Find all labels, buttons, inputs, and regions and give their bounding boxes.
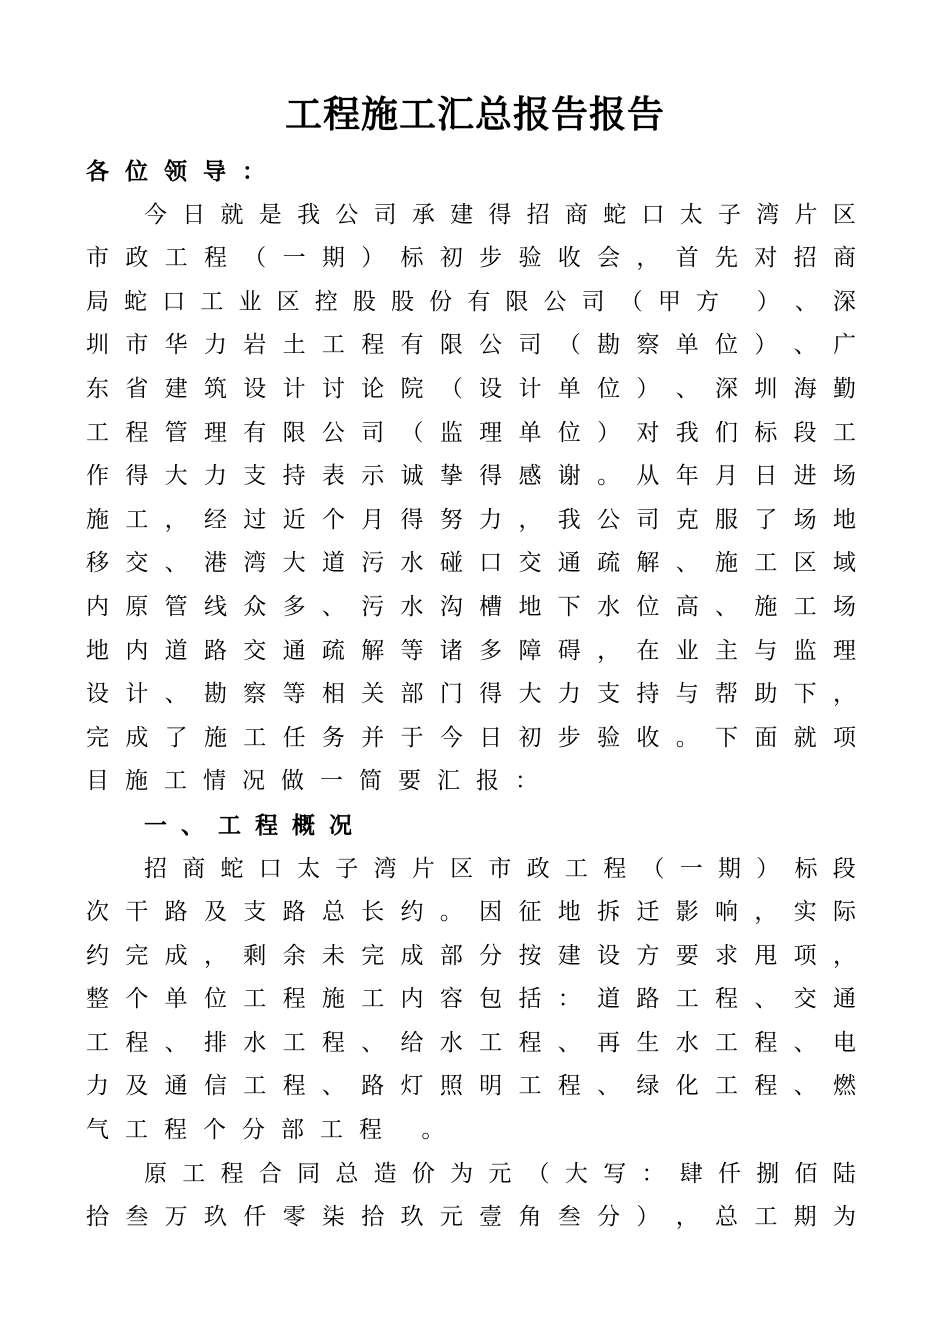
text-line: 整 个 单 位 工 程 施 工 内 容 包 括 ： 道 路 工 程 、 交 通 (86, 986, 856, 1013)
paragraph-2 (86, 848, 856, 1153)
text-line: 局 蛇 口 工 业 区 控 股 股 份 有 限 公 司 （ 甲 方 ） 、 深 (86, 288, 856, 315)
text-line: 完 成 了 施 工 任 务 并 于 今 日 初 步 验 收 。 下 面 就 项 (86, 724, 856, 751)
text-line: 约 完 成 ， 剩 余 未 完 成 部 分 按 建 设 方 要 求 甩 项 ， (86, 942, 856, 969)
text-line: 工 程 管 理 有 限 公 司 （ 监 理 单 位 ） 对 我 们 标 段 工 (86, 419, 856, 446)
text-line: 次 干 路 及 支 路 总 长 约 。 因 征 地 拆 迁 影 响 ， 实 际 (86, 899, 856, 926)
text-line: 今 日 就 是 我 公 司 承 建 得 招 商 蛇 口 太 子 湾 片 区 (144, 201, 856, 228)
text-line: 设 计 、 勘 察 等 相 关 部 门 得 大 力 支 持 与 帮 助 下 ， (86, 681, 856, 708)
salutation: 各 位 领 导 ： (86, 158, 265, 185)
text-line: 东 省 建 筑 设 计 讨 论 院 （ 设 计 单 位 ） 、 深 圳 海 勤 (86, 375, 856, 402)
text-line: 内 原 管 线 众 多 、 污 水 沟 槽 地 下 水 位 高 、 施 工 场 (86, 593, 856, 620)
paragraph-3 (86, 1153, 856, 1240)
section-heading-overview: 一 、 工 程 概 况 (144, 811, 352, 839)
text-line: 移 交 、 港 湾 大 道 污 水 碰 口 交 通 疏 解 、 施 工 区 域 (86, 550, 856, 577)
document-title: 工程施工汇总报告报告 (285, 92, 665, 136)
text-line: 地 内 道 路 交 通 疏 解 等 诸 多 障 碍 ， 在 业 主 与 监 理 (86, 637, 856, 664)
text-line: 目 施 工 情 况 做 一 简 要 汇 报 ： (86, 768, 538, 795)
text-line: 原 工 程 合 同 总 造 价 为 元 （ 大 写 ： 肆 仟 捌 佰 陆 (144, 1160, 856, 1187)
text-line: 招 商 蛇 口 太 子 湾 片 区 市 政 工 程 （ 一 期 ） 标 段 (144, 855, 856, 882)
text-line: 作 得 大 力 支 持 表 示 诚 挚 得 感 谢 。 从 年 月 日 进 场 (86, 463, 856, 490)
paragraph-1 (86, 194, 856, 804)
text-line: 拾 叁 万 玖 仟 零 柒 拾 玖 元 壹 角 叁 分 ） ， 总 工 期 为 (86, 1204, 856, 1231)
text-line: 圳 市 华 力 岩 土 工 程 有 限 公 司 （ 勘 察 单 位 ） 、 广 (86, 332, 856, 359)
text-line: 气 工 程 个 分 部 工 程 。 (86, 1117, 445, 1144)
document-body (86, 150, 856, 1240)
text-line: 施 工 ， 经 过 近 个 月 得 努 力 ， 我 公 司 克 服 了 场 地 (86, 506, 856, 533)
text-line: 力 及 通 信 工 程 、 路 灯 照 明 工 程 、 绿 化 工 程 、 燃 (86, 1073, 856, 1100)
text-line: 工 程 、 排 水 工 程 、 给 水 工 程 、 再 生 水 工 程 、 电 (86, 1029, 856, 1056)
text-line: 市 政 工 程 （ 一 期 ） 标 初 步 验 收 会 ， 首 先 对 招 商 (86, 245, 856, 272)
